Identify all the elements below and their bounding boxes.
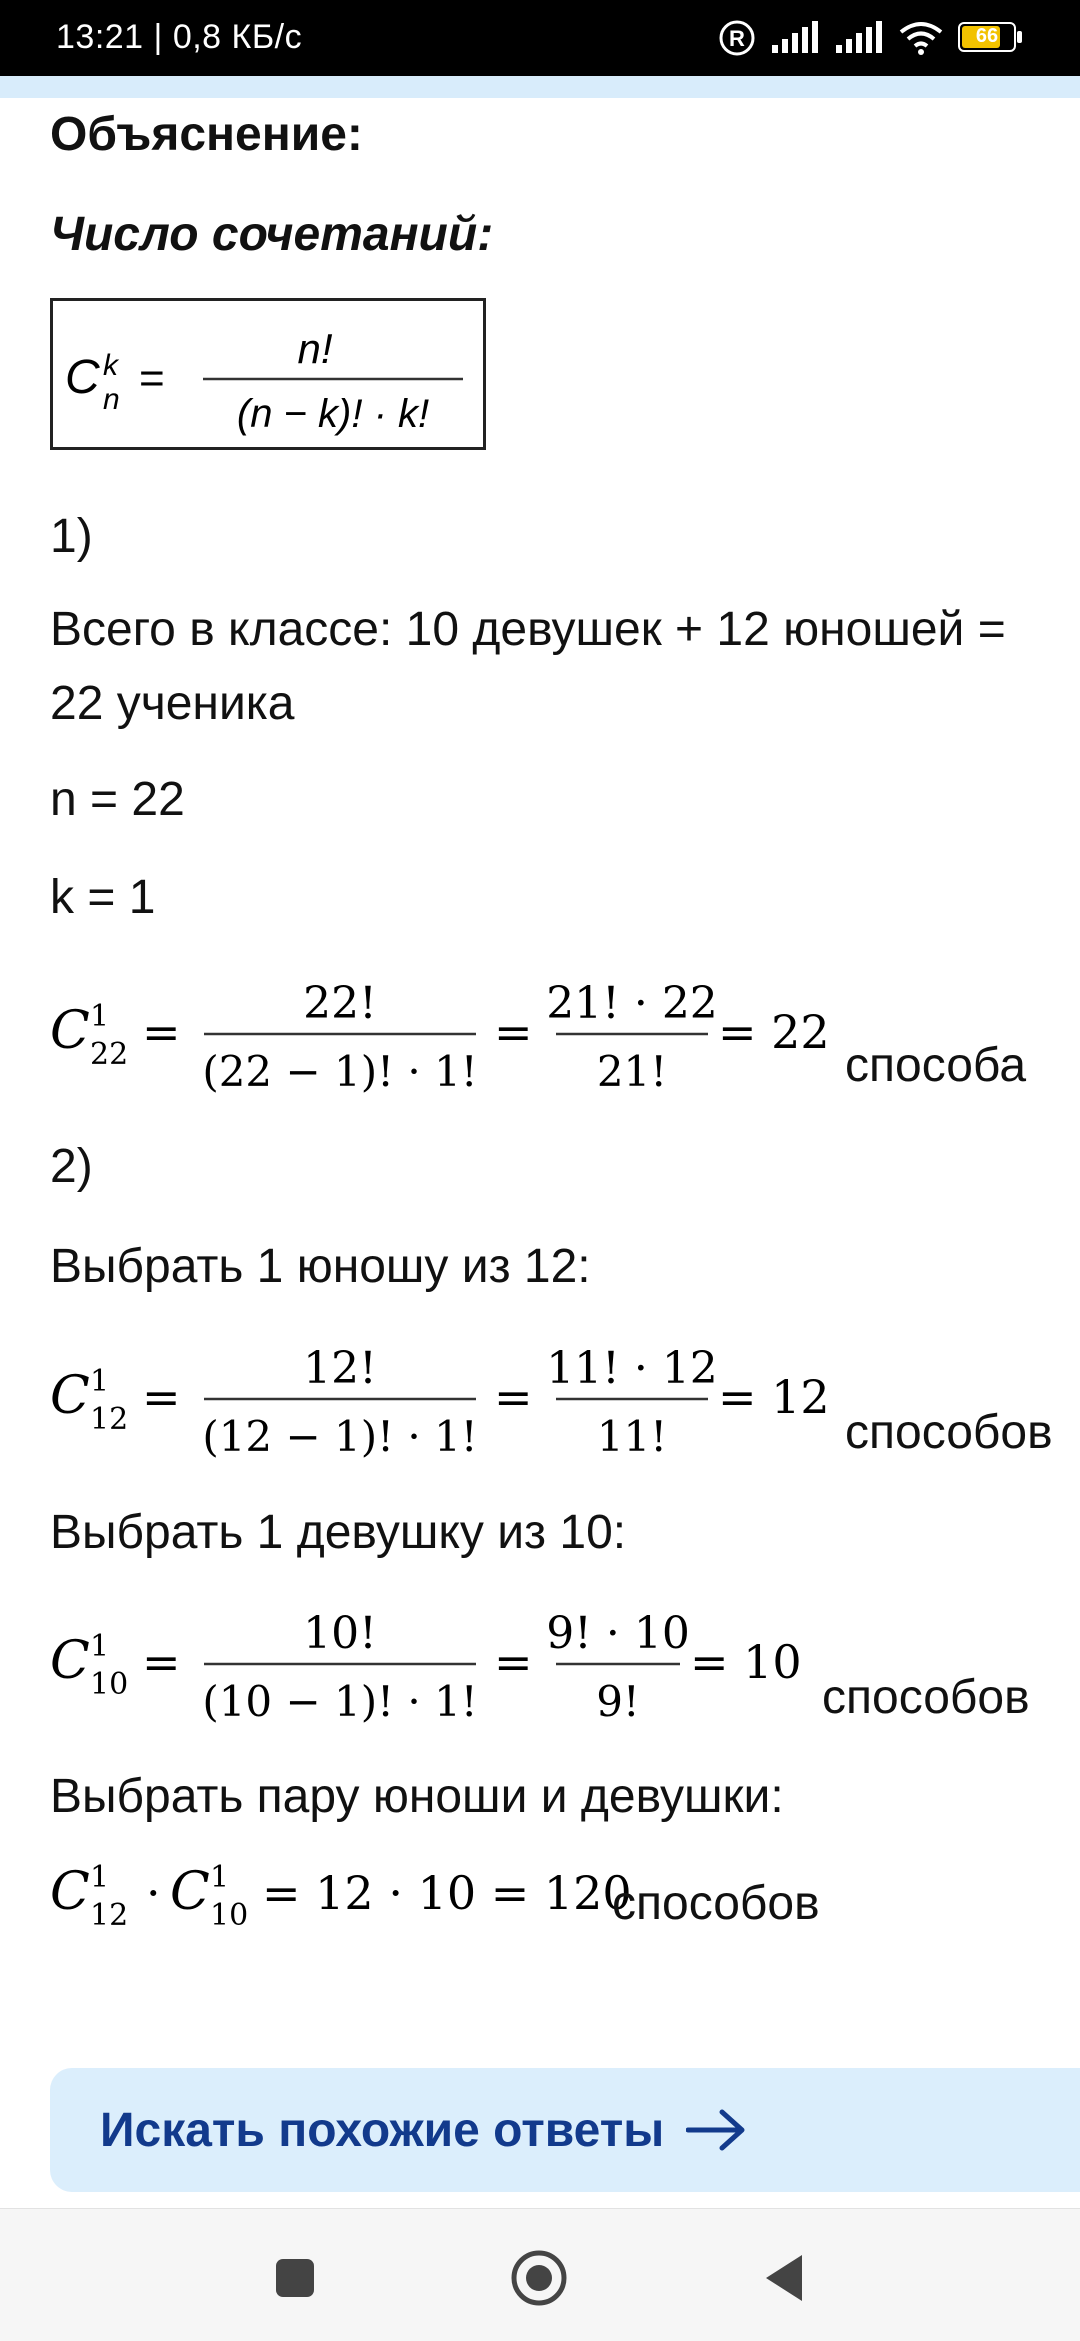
formula-sup-k: k [103, 349, 118, 382]
wifi-icon [898, 20, 944, 56]
formula-sub-n: n [103, 383, 120, 416]
f1-sub: 22 [90, 1037, 129, 1072]
f1-num2: 21! · 22 [546, 978, 718, 1029]
choose-pair-text: Выбрать пару юноши и девушки: [50, 1770, 784, 1823]
answer-content [0, 98, 1080, 2208]
f1-den1: (22 − 1)! · 1! [202, 1047, 478, 1096]
f1-eq2: = [494, 1005, 533, 1059]
f2-eq2: = [494, 1370, 533, 1424]
step-1-unit: способа [845, 1039, 1027, 1092]
formula-boys [50, 1313, 850, 1483]
f2-eq1: = [142, 1370, 181, 1424]
choose-girl-text: Выбрать 1 девушку из 10: [50, 1506, 627, 1559]
boys-unit: способов [845, 1406, 1053, 1459]
f2-sup: 1 [90, 1364, 110, 1399]
formula-girls [50, 1578, 850, 1748]
status-speed: 0,8 КБ/с [172, 18, 303, 56]
pair-c1: C [50, 1862, 90, 1922]
f2-num1: 12! [303, 1343, 377, 1394]
formula-step-1 [50, 948, 850, 1118]
f2-num2: 11! · 12 [546, 1343, 718, 1394]
combination-formula-box [50, 298, 486, 450]
f2-sub: 12 [90, 1402, 129, 1437]
status-time: 13:21 [56, 18, 144, 56]
status-icons [718, 14, 1024, 62]
pair-c2: C [170, 1862, 210, 1922]
formula-equals: = [139, 354, 165, 403]
f2-result: = 12 [718, 1370, 830, 1424]
registered-icon [718, 19, 756, 57]
signal-icon [770, 21, 820, 55]
choose-boy-text: Выбрать 1 юношу из 12: [50, 1240, 591, 1293]
f1-c: C [50, 1001, 90, 1061]
search-similar-button[interactable] [50, 2068, 1080, 2192]
header-strip [0, 76, 1080, 98]
formula-pair [50, 1843, 670, 1953]
formula-c: C [65, 351, 100, 404]
system-nav-bar [0, 2208, 1080, 2341]
f3-sub: 10 [90, 1667, 129, 1702]
battery-level: 66 [975, 25, 999, 47]
status-left [56, 18, 302, 57]
home-icon[interactable] [510, 2249, 568, 2307]
svg-text:R: R [729, 26, 745, 51]
recents-icon[interactable] [274, 2257, 316, 2299]
f1-sup: 1 [90, 999, 110, 1034]
f2-c: C [50, 1366, 90, 1426]
pair-sub1: 12 [90, 1898, 129, 1933]
f3-num2: 9! · 10 [546, 1608, 690, 1659]
arrow-right-icon [686, 2108, 746, 2152]
step-2-label: 2) [50, 1140, 93, 1193]
pair-sup2: 1 [210, 1860, 230, 1895]
f3-den2: 9! [596, 1677, 640, 1726]
step-1-label: 1) [50, 510, 93, 563]
back-icon[interactable] [762, 2253, 806, 2303]
f1-result: = 22 [718, 1005, 830, 1059]
explanation-heading: Объяснение: [50, 108, 363, 161]
f2-den2: 11! [596, 1412, 668, 1461]
combinations-heading: Число сочетаний: [50, 208, 494, 261]
f3-eq2: = [494, 1635, 533, 1689]
status-bar [0, 0, 1080, 76]
pair-sup1: 1 [90, 1860, 110, 1895]
formula-numerator: n! [297, 325, 333, 372]
battery-icon [958, 22, 1024, 54]
f3-c: C [50, 1631, 90, 1691]
formula-denominator: (n − k)! · k! [236, 392, 430, 436]
f1-num1: 22! [303, 978, 377, 1029]
pair-dot: · [146, 1866, 161, 1920]
f1-den2: 21! [596, 1047, 668, 1096]
signal-icon [834, 21, 884, 55]
search-similar-label: Искать похожие ответы [100, 2103, 665, 2157]
f1-eq1: = [142, 1005, 181, 1059]
combination-formula [53, 301, 483, 447]
girls-unit: способов [822, 1671, 1030, 1724]
n-equation: n = 22 [50, 773, 185, 826]
pair-sub2: 10 [210, 1898, 249, 1933]
f3-num1: 10! [303, 1608, 377, 1659]
step-1-text-line-1: Всего в классе: 10 девушек + 12 юношей = [50, 603, 1006, 656]
pair-unit: способов [612, 1877, 820, 1930]
status-separator: | [153, 18, 173, 56]
f2-den1: (12 − 1)! · 1! [202, 1412, 478, 1461]
f3-eq1: = [142, 1635, 181, 1689]
step-1-text-line-2: 22 ученика [50, 677, 295, 730]
f3-den1: (10 − 1)! · 1! [202, 1677, 478, 1726]
k-equation: k = 1 [50, 871, 156, 924]
f3-result: = 10 [690, 1635, 802, 1689]
pair-result: = 12 · 10 = 120 [262, 1866, 632, 1920]
f3-sup: 1 [90, 1629, 110, 1664]
